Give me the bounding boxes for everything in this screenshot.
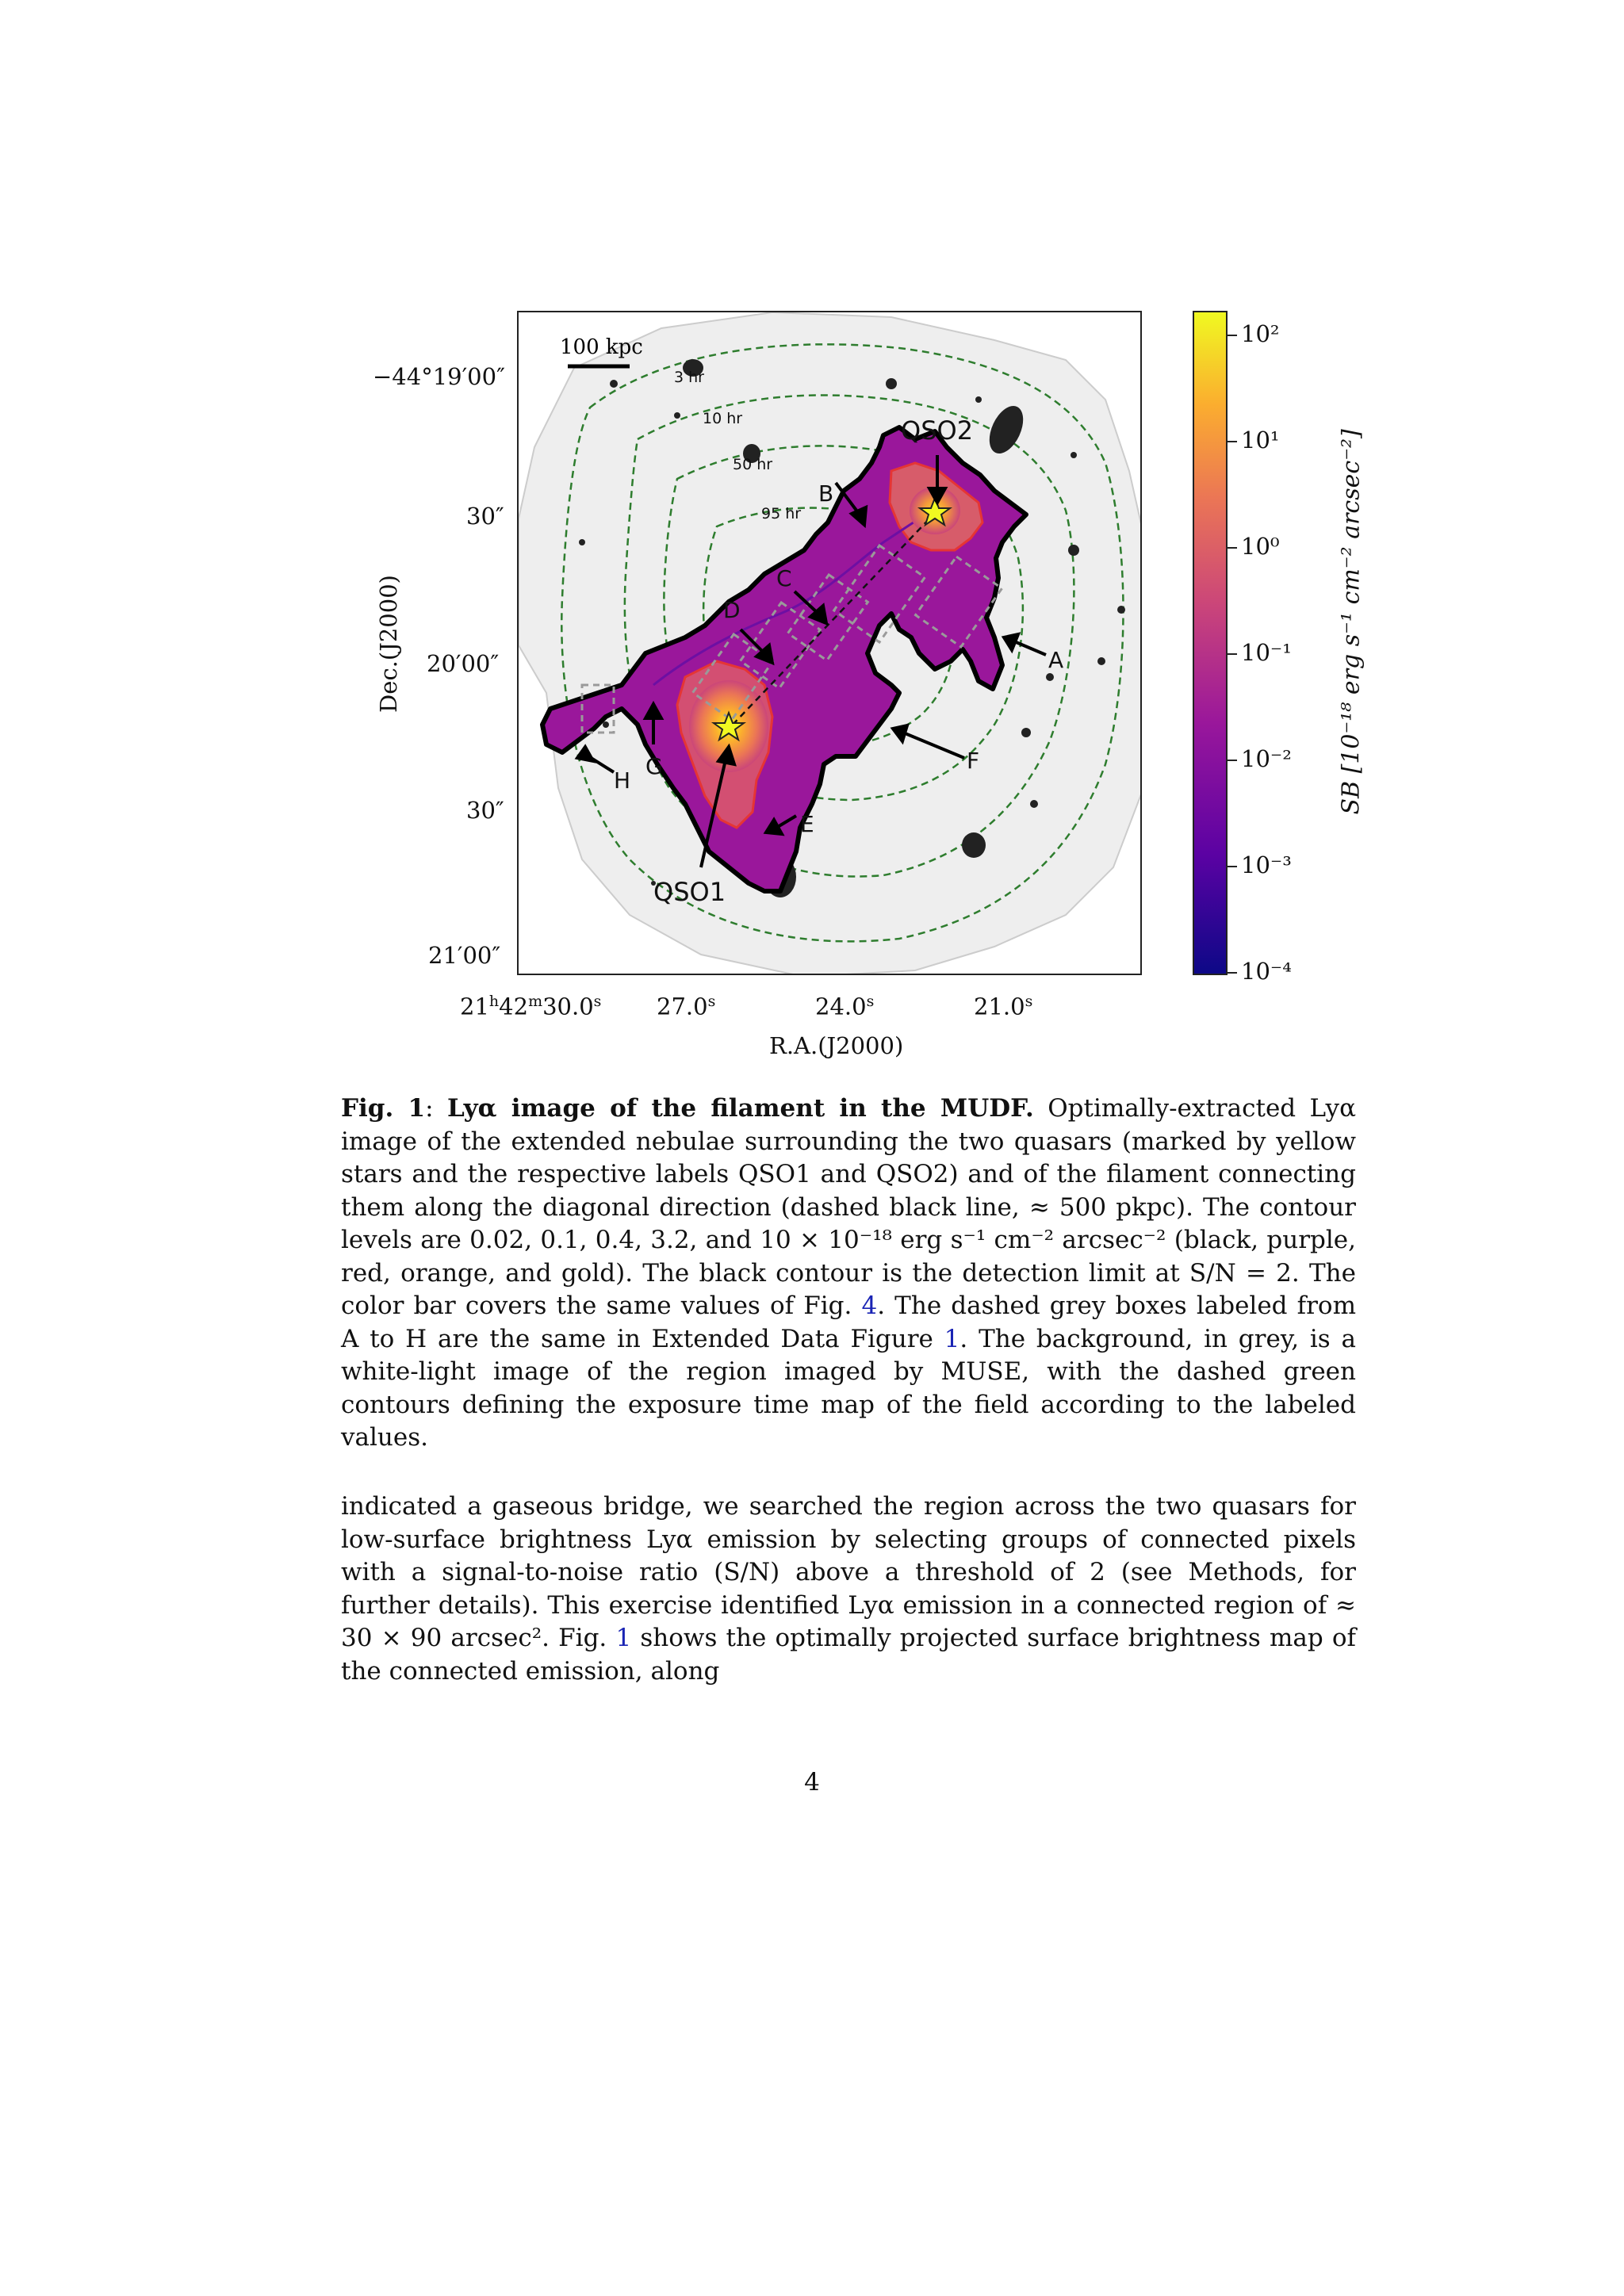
lya-image-panel <box>517 311 1142 975</box>
qso1-label: QSO1 <box>653 877 726 907</box>
x-tick-2: 24.0$^s$ <box>815 993 875 1020</box>
caption-ref-fig4[interactable]: 4 <box>861 1292 878 1320</box>
scale-bar-label: 100 kpc <box>560 335 643 359</box>
caption-text-1: Optimally-extracted Lyα image of the extended nebulae surrounding the two quasars (marked by yellow stars and the respective labels QSO1 and QSO2) and of the filament connecting them along the diagonal direction (dashed black line, ≈ 500 pkpc). The contour levels are 0.02, 0.1, 0.4, 3.2, and 10 × 10⁻¹⁸ erg s⁻¹ cm⁻² arcsec⁻² (black, purple, red, orange, and gold). The black contour is the detection limit at S/N = 2. The color bar covers the same values of Fig. <box>341 1094 1357 1320</box>
exposure-label-50hr: 50 hr <box>733 456 773 473</box>
colorbar-tick-1e-1: 10⁻¹ <box>1241 639 1292 666</box>
caption-label: Fig. 1 <box>341 1094 426 1123</box>
x-tick-1: 27.0$^s$ <box>657 993 716 1020</box>
region-label-a: A <box>1048 647 1064 673</box>
x-axis-label: R.A.(J2000) <box>769 1032 904 1059</box>
region-label-c: C <box>776 565 792 591</box>
lya-image <box>519 312 1142 975</box>
body-paragraph <box>341 1490 1356 1688</box>
body-text-1: indicated a gaseous bridge, we searched the region across the two quasars for low-surface brightness Lyα emission by selecting groups of connected pixels with a signal-to-noise ratio (S/N) above a threshold of 2 (see Methods, for further details). This exercise identified Lyα emission in a connected region of ≈ 30 × 90 arcsec². Fig. <box>341 1492 1356 1652</box>
body-text-2: shows the optimally projected surface brightness map of the connected emission, along <box>341 1624 1356 1686</box>
page-number: 4 <box>804 1768 820 1797</box>
colorbar-label: SB [10⁻¹⁸ erg s⁻¹ cm⁻² arcsec⁻²] <box>1337 429 1365 815</box>
region-label-e: E <box>800 811 814 837</box>
exposure-label-3hr: 3 hr <box>674 369 704 386</box>
colorbar-tick-1e-2: 10⁻² <box>1241 745 1292 772</box>
exposure-label-95hr: 95 hr <box>761 505 802 522</box>
qso2-label: QSO2 <box>901 415 974 446</box>
colorbar-tick-1e2: 10² <box>1241 320 1280 347</box>
y-axis-label: Dec.(J2000) <box>375 575 402 713</box>
exposure-label-10hr: 10 hr <box>703 410 743 427</box>
y-tick-2: 20′00″ <box>427 650 500 677</box>
caption-ref-ed-fig1[interactable]: 1 <box>944 1324 960 1353</box>
y-tick-4: 21′00″ <box>428 942 501 969</box>
colorbar <box>1193 311 1228 975</box>
y-tick-0: −44°19′00″ <box>373 363 505 390</box>
figure-1 <box>349 293 1365 1070</box>
x-tick-0: 21$^h$42$^m$30.0$^s$ <box>460 993 602 1020</box>
caption-text-2: . The dashed grey boxes labeled from A to H are the same in Extended Data Figure <box>341 1292 1356 1353</box>
region-label-g: G <box>645 753 663 779</box>
figure-caption: Fig. 1: Lyα image of the filament in the MUDF. Optimally-extracted Lyα image of the extended nebulae surrounding the two quasars (marked by yellow stars and the respective labels QSO1 and QSO2) and of the filament connecting them along the diagonal direction (dashed black line, ≈ 500 pkpc). The contour levels are 0.02, 0.1, 0.4, 3.2, and 10 × 10⁻¹⁸ erg s⁻¹ cm⁻² arcsec⁻² (black, purple, red, orange, and gold). The black contour is the detection limit at S/N = 2. The color bar covers the same values of Fig. 4. The dashed grey boxes labeled from A to H are the same in Extended Data Figure 1. The background, in grey, is a white-light image of the region imaged by MUSE, with the dashed green contours defining the exposure time map of the field according to the labeled values. <box>341 1094 1357 1452</box>
x-tick-3: 21.0$^s$ <box>974 993 1033 1020</box>
region-label-f: F <box>967 748 980 774</box>
caption-title: Lyα image of the filament in the MUDF. <box>446 1094 1034 1123</box>
region-label-h: H <box>614 767 631 794</box>
colorbar-tick-1e-4: 10⁻⁴ <box>1241 958 1292 985</box>
y-tick-3: 30″ <box>466 797 504 824</box>
colorbar-tick-1e1: 10¹ <box>1241 427 1280 453</box>
caption-text-3: . The background, in grey, is a white-light image of the region imaged by MUSE, with the dashed green contours defining the exposure time map of the field according to the labeled values. <box>341 1324 1356 1452</box>
region-label-d: D <box>723 597 741 623</box>
y-tick-1: 30″ <box>466 503 504 530</box>
body-ref-fig1[interactable]: 1 <box>615 1624 632 1652</box>
region-label-b: B <box>818 480 834 507</box>
colorbar-tick-1e-3: 10⁻³ <box>1241 851 1292 878</box>
colorbar-tick-1e0: 10⁰ <box>1241 533 1280 560</box>
